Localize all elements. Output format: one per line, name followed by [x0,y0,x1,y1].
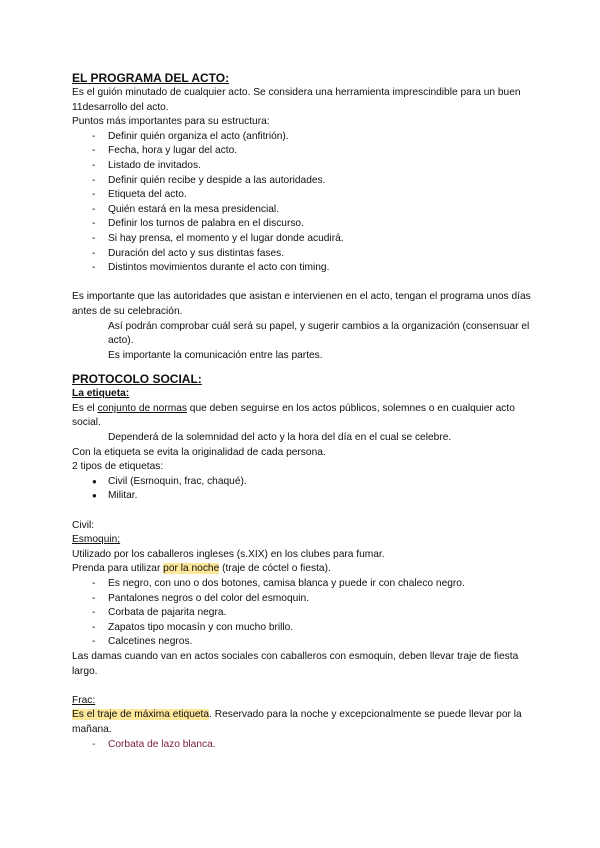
line2-highlight: por la noche [163,563,220,575]
list-item: - Definir quién recibe y despide a las autoridades. [92,174,542,189]
list-item: - Corbata de pajarita negra. [92,606,542,621]
programa-note-sub1: Así podrán comprobar cuál será su papel, y sugerir cambios a la organización (consensuar el acto). [108,320,530,347]
list-item: - Duración del acto y sus distintas fases. [92,247,542,262]
esmoquin-line1: Utilizado por los caballeros ingleses (s.XIX) en los clubes para fumar. [72,548,385,560]
etiqueta-heading: La etiqueta: [72,388,130,400]
list-item: - Es negro, con uno o dos botones, camisa blanca y puede ir con chaleco negro. [92,577,542,592]
points-list [72,130,542,276]
list-item: - Quién estará en la mesa presidencial. [92,203,542,218]
def-suffix: que deben seguirse en los actos públicos, solemnes o en cualquier acto social. [72,402,515,429]
programa-title: EL PROGRAMA DEL ACTO: [72,71,230,85]
list-item: - Zapatos tipo mocasín y con mucho brillo. [92,621,542,636]
list-item: - Corbata de lazo blanca. [92,738,542,753]
frac-definition [72,708,542,737]
def-prefix: Es el [72,402,98,414]
list-item: - Etiqueta del acto. [92,188,542,203]
types-list [72,475,542,504]
list-item: - Definir los turnos de palabra en el discurso. [92,217,542,232]
list-item: ● Civil (Esmoquin, frac, chaqué). [92,475,542,490]
frac-list [72,738,542,753]
esmoquin-ladies: Las damas cuando van en actos sociales con caballeros con esmoquin, deben llevar traje de fiesta largo. [72,650,519,677]
list-item: - Distintos movimientos durante el acto con timing. [92,261,542,276]
esmoquin-list [72,577,542,650]
list-item: - Definir quién organiza el acto (anfitrión). [92,130,542,145]
programa-note-sub2: Es importante la comunicación entre las partes. [108,349,323,361]
list-item: - Calcetines negros. [92,635,542,650]
etiqueta-definition [72,402,542,431]
social-title: PROTOCOLO SOCIAL: [72,372,202,387]
list-item: - Fecha, hora y lugar del acto. [92,144,542,159]
line2-prefix: Prenda para utilizar [72,563,164,575]
list-item: - Pantalones negros o del color del esmoquin. [92,592,542,607]
programa-intro: Es el guión minutado de cualquier acto. Se considera una herramienta imprescindible para un buen 11desarrollo del acto. [72,87,521,113]
list-item: - Listado de invitados. [92,159,542,174]
types-heading: 2 tipos de etiquetas: [72,461,164,473]
esmoquin-line2 [72,562,542,577]
civil-label: Civil: [72,519,95,531]
line2-suffix: (traje de cóctel o fiesta). [219,563,331,575]
document-page [72,70,542,752]
originality-line: Con la etiqueta se evita la originalidad de cada persona. [72,446,326,458]
esmoquin-heading: Esmoquin; [72,534,121,546]
frac-rest: . Reservado para la noche y excepcionalmente se puede llevar por la mañana. [72,709,522,735]
points-heading: Puntos más importantes para su estructura: [72,116,270,128]
list-item: - Si hay prensa, el momento y el lugar donde acudirá. [92,232,542,247]
frac-heading: Frac: [72,694,96,706]
frac-highlight: Es el traje de máxima etiqueta [72,709,210,721]
programa-note: Es importante que las autoridades que asistan e intervienen en el acto, tengan el programa unos días antes de su celebración. [72,291,531,317]
list-item: ● Militar. [92,489,542,504]
def-underlined: conjunto de normas [97,402,187,414]
etiqueta-def-sub: Dependerá de la solemnidad del acto y la hora del día en el cual se celebre. [108,432,452,444]
